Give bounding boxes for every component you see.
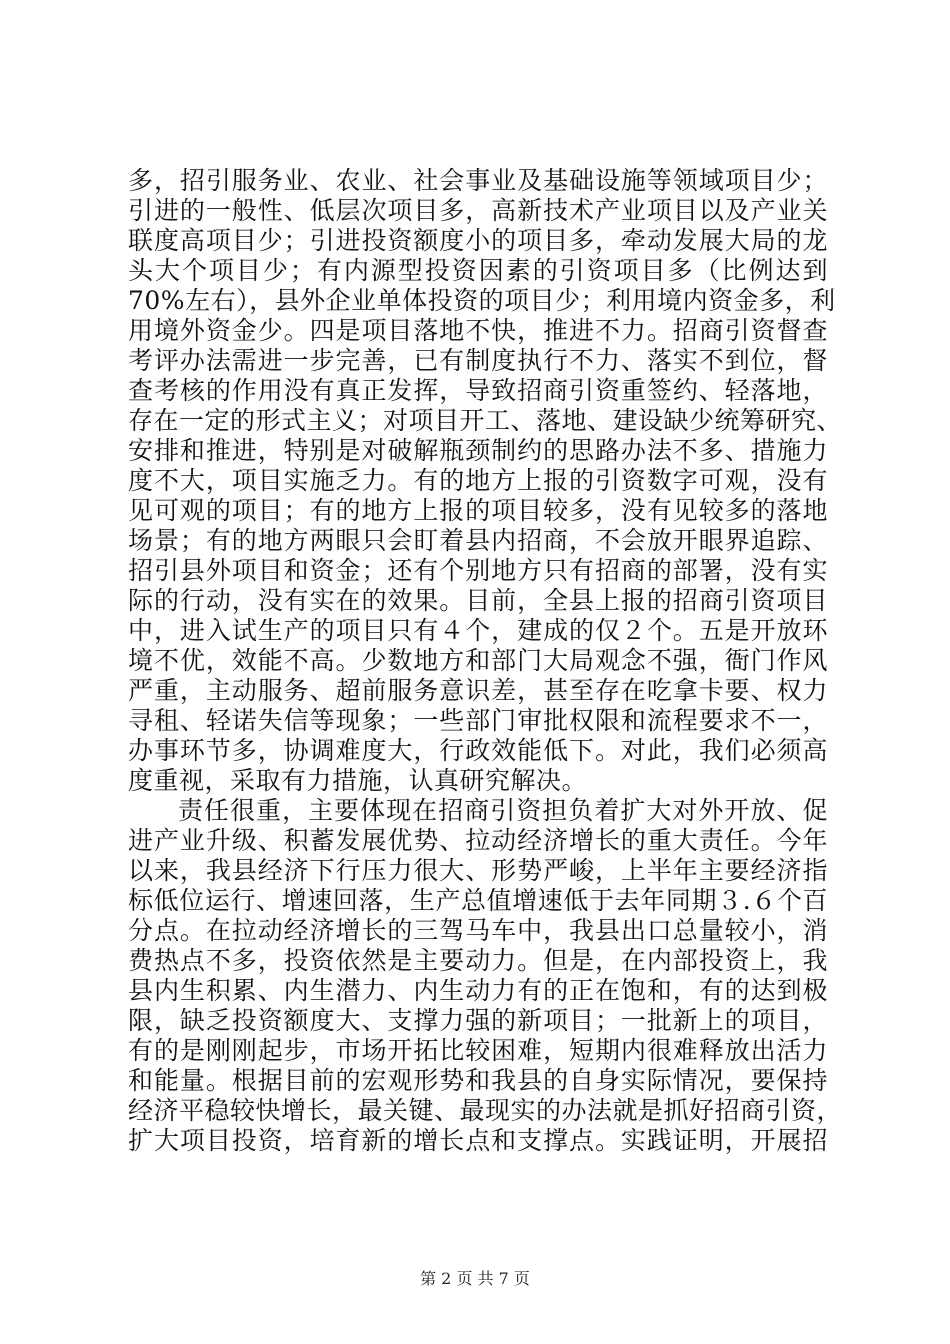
text-line: 用境外资金少。四是项目落地不快，推进不力。招商引资督查 — [128, 316, 828, 345]
text-line: 扩大项目投资，培育新的增长点和支撑点。实践证明，开展招 — [128, 1126, 828, 1155]
text-line: 以来，我县经济下行压力很大、形势严峻，上半年主要经济指 — [128, 856, 828, 885]
text-line: 标低位运行、增速回落，生产总值增速低于去年同期３.６个百 — [128, 886, 828, 915]
paragraph-start-line: 责任很重，主要体现在招商引资担负着扩大对外开放、促 — [178, 796, 828, 825]
text-line: 招引县外项目和资金；还有个别地方只有招商的部署，没有实 — [128, 556, 828, 585]
text-line: 见可观的项目；有的地方上报的项目较多，没有见较多的落地 — [128, 496, 828, 525]
text-line: 联度高项目少；引进投资额度小的项目多，牵动发展大局的龙 — [128, 226, 828, 255]
page-number-footer: 第 2 页 共 7 页 — [420, 1269, 530, 1288]
text-line: 场景；有的地方两眼只会盯着县内招商，不会放开眼界追踪、 — [128, 526, 828, 555]
text-line: 经济平稳较快增长，最关键、最现实的办法就是抓好招商引资， — [128, 1096, 843, 1125]
text-line: 进产业升级、积蓄发展优势、拉动经济增长的重大责任。今年 — [128, 826, 828, 855]
text-line: 分点。在拉动经济增长的三驾马车中，我县出口总量较小，消 — [128, 916, 828, 945]
text-line: 严重，主动服务、超前服务意识差，甚至存在吃拿卡要、权力 — [128, 676, 828, 705]
text-line: 头大个项目少；有内源型投资因素的引资项目多（比例达到 — [128, 256, 828, 285]
text-line: 考评办法需进一步完善，已有制度执行不力、落实不到位，督 — [128, 346, 828, 375]
text-line: 有的是刚刚起步，市场开拓比较困难，短期内很难释放出活力 — [128, 1036, 828, 1065]
text-line: 和能量。根据目前的宏观形势和我县的自身实际情况，要保持 — [128, 1066, 828, 1095]
text-line: 县内生积累、内生潜力、内生动力有的正在饱和，有的达到极 — [128, 976, 828, 1005]
text-line: 查考核的作用没有真正发挥，导致招商引资重签约、轻落地， — [128, 376, 828, 405]
text-line: 度不大，项目实施乏力。有的地方上报的引资数字可观，没有 — [128, 466, 828, 495]
text-line: 寻租、轻诺失信等现象；一些部门审批权限和流程要求不一， — [128, 706, 828, 735]
paragraph-end-line: 度重视，采取有力措施，认真研究解决。 — [128, 766, 588, 795]
text-line: 中，进入试生产的项目只有４个，建成的仅２个。五是开放环 — [128, 616, 828, 645]
text-line: 多，招引服务业、农业、社会事业及基础设施等领域项目少； — [128, 166, 828, 195]
text-line: 限，缺乏投资额度大、支撑力强的新项目；一批新上的项目， — [128, 1006, 828, 1035]
text-line: 70%左右），县外企业单体投资的项目少；利用境内资金多，利 — [128, 286, 836, 315]
text-line: 引进的一般性、低层次项目多，高新技术产业项目以及产业关 — [128, 196, 828, 225]
body-text — [128, 166, 843, 1156]
text-line: 办事环节多，协调难度大，行政效能低下。对此，我们必须高 — [128, 736, 828, 765]
text-line: 存在一定的形式主义；对项目开工、落地、建设缺少统筹研究、 — [128, 406, 843, 435]
text-line: 安排和推进，特别是对破解瓶颈制约的思路办法不多、措施力 — [128, 436, 828, 465]
text-line: 际的行动，没有实在的效果。目前，全县上报的招商引资项目 — [128, 586, 828, 615]
text-line: 境不优，效能不高。少数地方和部门大局观念不强，衙门作风 — [128, 646, 828, 675]
text-line: 费热点不多，投资依然是主要动力。但是，在内部投资上，我 — [128, 946, 828, 975]
